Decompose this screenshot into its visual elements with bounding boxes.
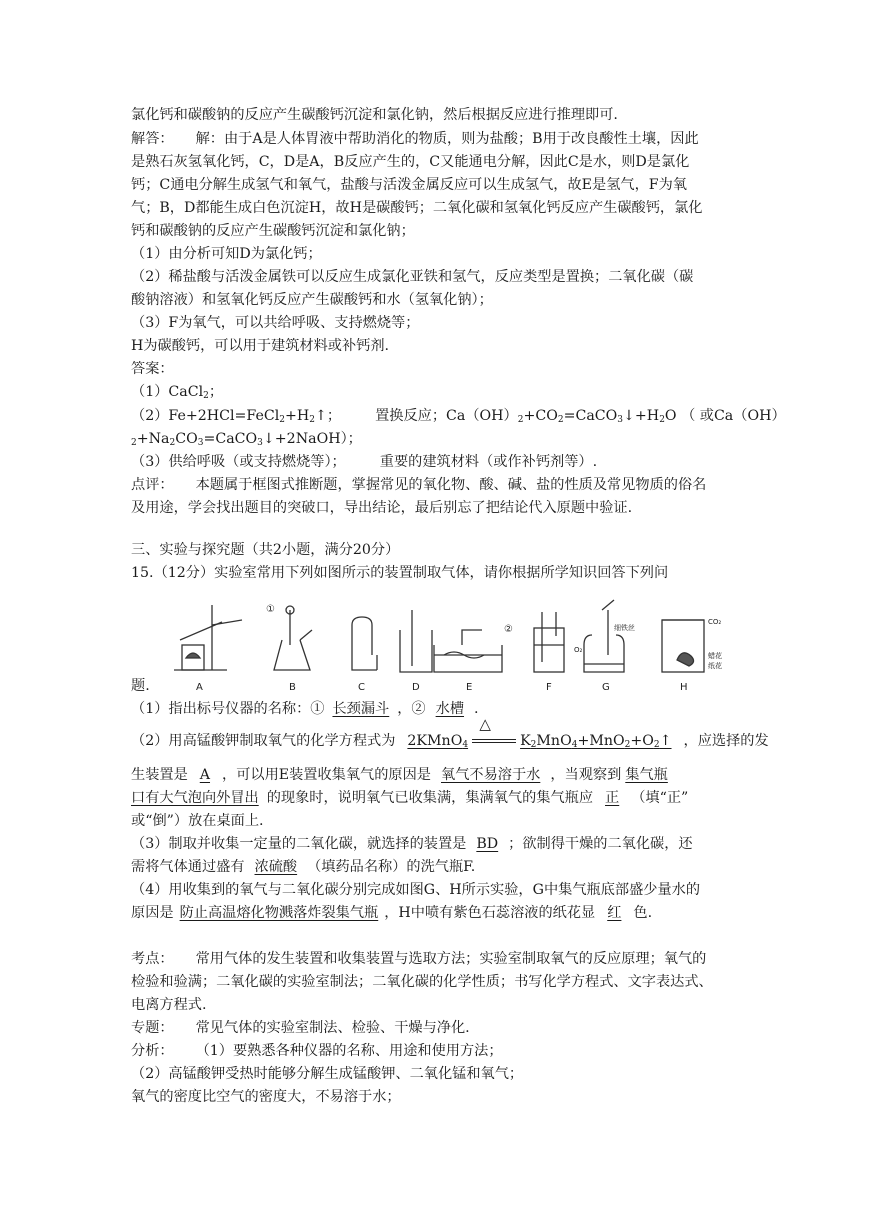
- text-line: [131, 289, 743, 311]
- figure-label: E: [466, 682, 473, 693]
- text-segment: 生装置是: [131, 767, 188, 783]
- text: 钙和碳酸钠的反应产生碳酸钙沉淀和氯化钠；: [131, 223, 415, 239]
- text-segment: =CaCO: [203, 431, 258, 447]
- text-segment: +H: [285, 408, 310, 424]
- text-segment: 3: [257, 438, 263, 448]
- text-segment: O （ 或Ca（OH）: [664, 408, 786, 424]
- text-segment: （3）供给呼吸（或支持燃烧等）；: [131, 454, 346, 470]
- text-segment: （填药品名称）的洗气瓶F.: [307, 859, 476, 875]
- text: 及用途，学会找出题目的突破口，导出结论，最后别忘了把结论代入原题中验证.: [131, 500, 633, 516]
- question-3: [131, 833, 743, 855]
- answer-blank: 浓硫酸: [254, 859, 298, 875]
- figure-label: G: [602, 682, 610, 693]
- text-segment: MnO: [536, 733, 572, 749]
- text-line: [131, 1086, 743, 1108]
- answer-blank: 口有大气泡向外冒出: [131, 790, 259, 806]
- label-dianping: 点评：: [131, 477, 174, 493]
- section-heading: [131, 539, 743, 561]
- apparatus-g: [584, 600, 624, 672]
- text-segment: ↑；: [315, 408, 342, 424]
- answer-line-1: [131, 381, 743, 403]
- text-segment: （1）CaCl: [131, 384, 204, 400]
- answer-blank: A: [199, 767, 211, 783]
- text: （1）由分析可知D为氯化钙；: [131, 246, 322, 262]
- text-segment: 或“倒”）放在桌面上.: [131, 813, 264, 829]
- apparatus-d: [400, 610, 432, 672]
- apparatus-e: [434, 630, 502, 672]
- question-2-cont: [131, 810, 743, 832]
- text-segment: ，可以用E装置收集氧气的原因是: [222, 767, 431, 783]
- text: 解：由于A是人体胃液中帮助消化的物质，则为盐酸；B用于改良酸性土壤，因此: [195, 131, 699, 147]
- figure-label: O₂: [574, 646, 583, 654]
- label-daan: 答案：: [131, 361, 174, 377]
- text: （1）要熟悉各种仪器的名称、用途和使用方法；: [195, 1043, 503, 1059]
- text-segment: 题.: [131, 678, 150, 694]
- answer-blank: 长颈漏斗: [332, 701, 390, 717]
- question-2: [131, 715, 769, 752]
- text-segment: =CaCO: [563, 408, 618, 424]
- figure-label: H: [680, 682, 688, 693]
- text-line: [131, 104, 743, 126]
- text-line: [131, 358, 743, 380]
- text-segment: ↓+2NaOH）；: [262, 431, 362, 447]
- apparatus-h: [662, 620, 704, 672]
- text-segment: （3）制取并收集一定量的二氧化碳，就选择的装置是: [131, 836, 467, 852]
- text-segment: +CO: [523, 408, 558, 424]
- equation-arrow: [472, 739, 516, 743]
- text-segment: +Na: [136, 431, 170, 447]
- text-segment: K: [520, 733, 531, 749]
- text-line: [131, 128, 743, 150]
- text-segment: +MnO: [577, 733, 625, 749]
- text-line: [131, 220, 743, 242]
- text: 钙；C通电分解生成氢气和氧气，盐酸与活泼金属反应可以生成氢气，故E是氢气，F为氧: [131, 177, 687, 193]
- figure-label: A: [196, 682, 203, 693]
- answer-blank: BD: [476, 836, 499, 852]
- text: 氧气的密度比空气的密度大，不易溶于水；: [131, 1089, 401, 1105]
- text: 气；B，D都能生成白色沉淀H，故H是碳酸钙；二氧化碳和氢氧化钙反应产生碳酸钙，氯化: [131, 200, 703, 216]
- text-segment: △: [479, 715, 491, 733]
- text-segment: 2KMnO: [407, 733, 463, 749]
- answer-line-2: [131, 405, 786, 427]
- text-segment: .: [474, 701, 479, 717]
- text: 电离方程式.: [131, 997, 207, 1013]
- text-segment: ，②: [397, 701, 426, 717]
- text-line: [131, 1017, 743, 1039]
- answer-line-2-cont: [131, 428, 743, 450]
- text-line: [131, 197, 743, 219]
- question-4-cont: [131, 902, 743, 924]
- text: 酸钠溶液）和氢氧化钙反应产生碳酸钙和水（氢氧化钠）；: [131, 292, 493, 308]
- text-segment: 2: [169, 438, 176, 448]
- question-2-cont: [131, 764, 743, 786]
- apparatus-a: [174, 605, 242, 670]
- question-15-ti: [131, 675, 743, 697]
- text-segment: ；欲制得干燥的二氧化碳，还: [508, 836, 693, 852]
- text-segment: 15.（12分）实验室常用下列如图所示的装置制取气体，请你根据所学知识回答下列问: [131, 565, 669, 581]
- figure-label: 蜡花: [708, 652, 722, 660]
- text-line: [131, 312, 743, 334]
- text: 氯化钙和碳酸钠的反应产生碳酸钙沉淀和氯化钠，然后根据反应进行推理即可.: [131, 107, 618, 123]
- text-segment: 2: [309, 415, 316, 425]
- label-kaodian: 考点：: [131, 951, 174, 967]
- text-segment: 重要的建筑材料（或作补钙剂等）.: [379, 454, 598, 470]
- text-line: [131, 994, 743, 1016]
- apparatus-f: [534, 612, 564, 672]
- text-segment: ↓+H: [623, 408, 660, 424]
- text-segment: （填“正”: [631, 790, 689, 806]
- text: 常用气体的发生装置和收集装置与选取方法；实验室制取氧气的反应原理；氧气的: [195, 951, 707, 967]
- text-segment: （1）指出标号仪器的名称：①: [131, 701, 325, 717]
- text: 本题属于框图式推断题，掌握常见的氧化物、酸、碱、盐的性质及常见物质的俗名: [195, 477, 707, 493]
- figure-marker: ②: [504, 624, 513, 635]
- text-segment: 3: [617, 415, 624, 425]
- apparatus-c: [352, 617, 377, 670]
- text-segment: CO: [175, 431, 198, 447]
- text-segment: 三、实验与探究题（共2小题，满分20分）: [131, 542, 400, 558]
- answer-blank: 正: [605, 790, 620, 806]
- text-segment: ↑: [659, 733, 672, 749]
- text-segment: ；: [208, 384, 224, 400]
- equation: [395, 715, 683, 752]
- text-line: [131, 174, 743, 196]
- question-3-cont: [131, 856, 743, 878]
- figure-label: D: [412, 682, 420, 693]
- text-segment: 2: [517, 415, 524, 425]
- text: （3）F为氧气，可以共给呼吸、支持燃烧等；: [131, 315, 420, 331]
- text-line: [131, 497, 743, 519]
- label-jieda: 解答：: [131, 131, 174, 147]
- text-line: [131, 335, 743, 357]
- text-segment: 2: [131, 438, 137, 448]
- answer-blank: 水槽: [435, 701, 465, 717]
- text-line: [131, 1040, 743, 1062]
- text-line: [131, 266, 743, 288]
- text: 是熟石灰氢氧化钙，C，D是A，B反应产生的，C又能通电分解，因此C是水，则D是氯化: [131, 154, 690, 170]
- text-segment: 2: [530, 740, 537, 750]
- question-2-cont: [131, 787, 743, 809]
- label-fenxi: 分析：: [131, 1043, 174, 1059]
- figure-label: 纸花: [708, 662, 722, 670]
- text-segment: 色.: [633, 905, 653, 921]
- text-line: [131, 243, 743, 265]
- figure-label: C: [358, 682, 365, 693]
- question-15-intro: [131, 562, 743, 584]
- answer-blank: 防止高温熔化物溅落炸裂集气瓶: [179, 905, 379, 921]
- question-4: [131, 879, 743, 901]
- text: （2）高锰酸钾受热时能够分解生成锰酸钾、二氧化锰和氧气；: [131, 1066, 524, 1082]
- apparatus-b: [274, 606, 312, 670]
- text-segment: 需将气体通过盛有: [131, 859, 245, 875]
- text-segment: 置换反应；Ca（OH）: [375, 408, 518, 424]
- figure-marker: ①: [266, 604, 275, 615]
- answer-line-3: [131, 451, 743, 473]
- text-segment: 原因是: [131, 905, 174, 921]
- text-segment: 2: [279, 415, 286, 425]
- figure-label: B: [289, 682, 296, 693]
- text-segment: 2: [557, 415, 564, 425]
- text: （2）稀盐酸与活泼金属铁可以反应生成氯化亚铁和氢气，反应类型是置换；二氧化碳（碳: [131, 269, 694, 285]
- text-segment: （2）用高锰酸钾制取氧气的化学方程式为: [131, 733, 396, 749]
- text-segment: 2: [203, 391, 209, 401]
- text: 检验和验满；二氧化碳的实验室制法；二氧化碳的化学性质；书写化学方程式、文字表达式、: [131, 974, 713, 990]
- text-line: [131, 151, 743, 173]
- answer-blank: 氧气不易溶于水: [441, 767, 541, 783]
- text-segment: 2: [659, 415, 665, 425]
- answer-blank: 集气瓶: [625, 767, 668, 783]
- text-line: [131, 474, 743, 496]
- text-segment: 3: [197, 438, 204, 448]
- text-segment: 2: [624, 740, 631, 750]
- question-1: [131, 698, 743, 720]
- text: 常见气体的实验室制法、检验、干燥与净化.: [195, 1020, 470, 1036]
- text: H为碳酸钙，可以用于建筑材料或补钙剂.: [131, 338, 390, 354]
- text-segment: 4: [462, 740, 469, 750]
- text-line: [131, 948, 743, 970]
- text-segment: 的现象时，说明氧气已收集满，集满氧气的集气瓶应: [266, 790, 594, 806]
- text-segment: ，应选择的发: [683, 733, 769, 749]
- text-segment: （2）Fe+2HCl=FeCl: [131, 408, 280, 424]
- answer-blank: 红: [607, 905, 622, 921]
- text-segment: （4）用收集到的氧气与二氧化碳分别完成如图G、H所示实验，G中集气瓶底部盛少量水的: [131, 882, 701, 898]
- figure-label: F: [546, 682, 552, 693]
- text-segment: 2: [653, 740, 660, 750]
- text-segment: ，H中喷有紫色石蕊溶液的纸花显: [384, 905, 596, 921]
- text-segment: ，当观察到: [550, 767, 622, 783]
- figure-label: CO₂: [708, 618, 722, 626]
- text-segment: +O: [630, 733, 654, 749]
- text-segment: 4: [571, 740, 578, 750]
- label-zhuanti: 专题：: [131, 1020, 174, 1036]
- text-line: [131, 971, 743, 993]
- text-line: [131, 1063, 743, 1085]
- figure-label: 细铁丝: [614, 624, 635, 632]
